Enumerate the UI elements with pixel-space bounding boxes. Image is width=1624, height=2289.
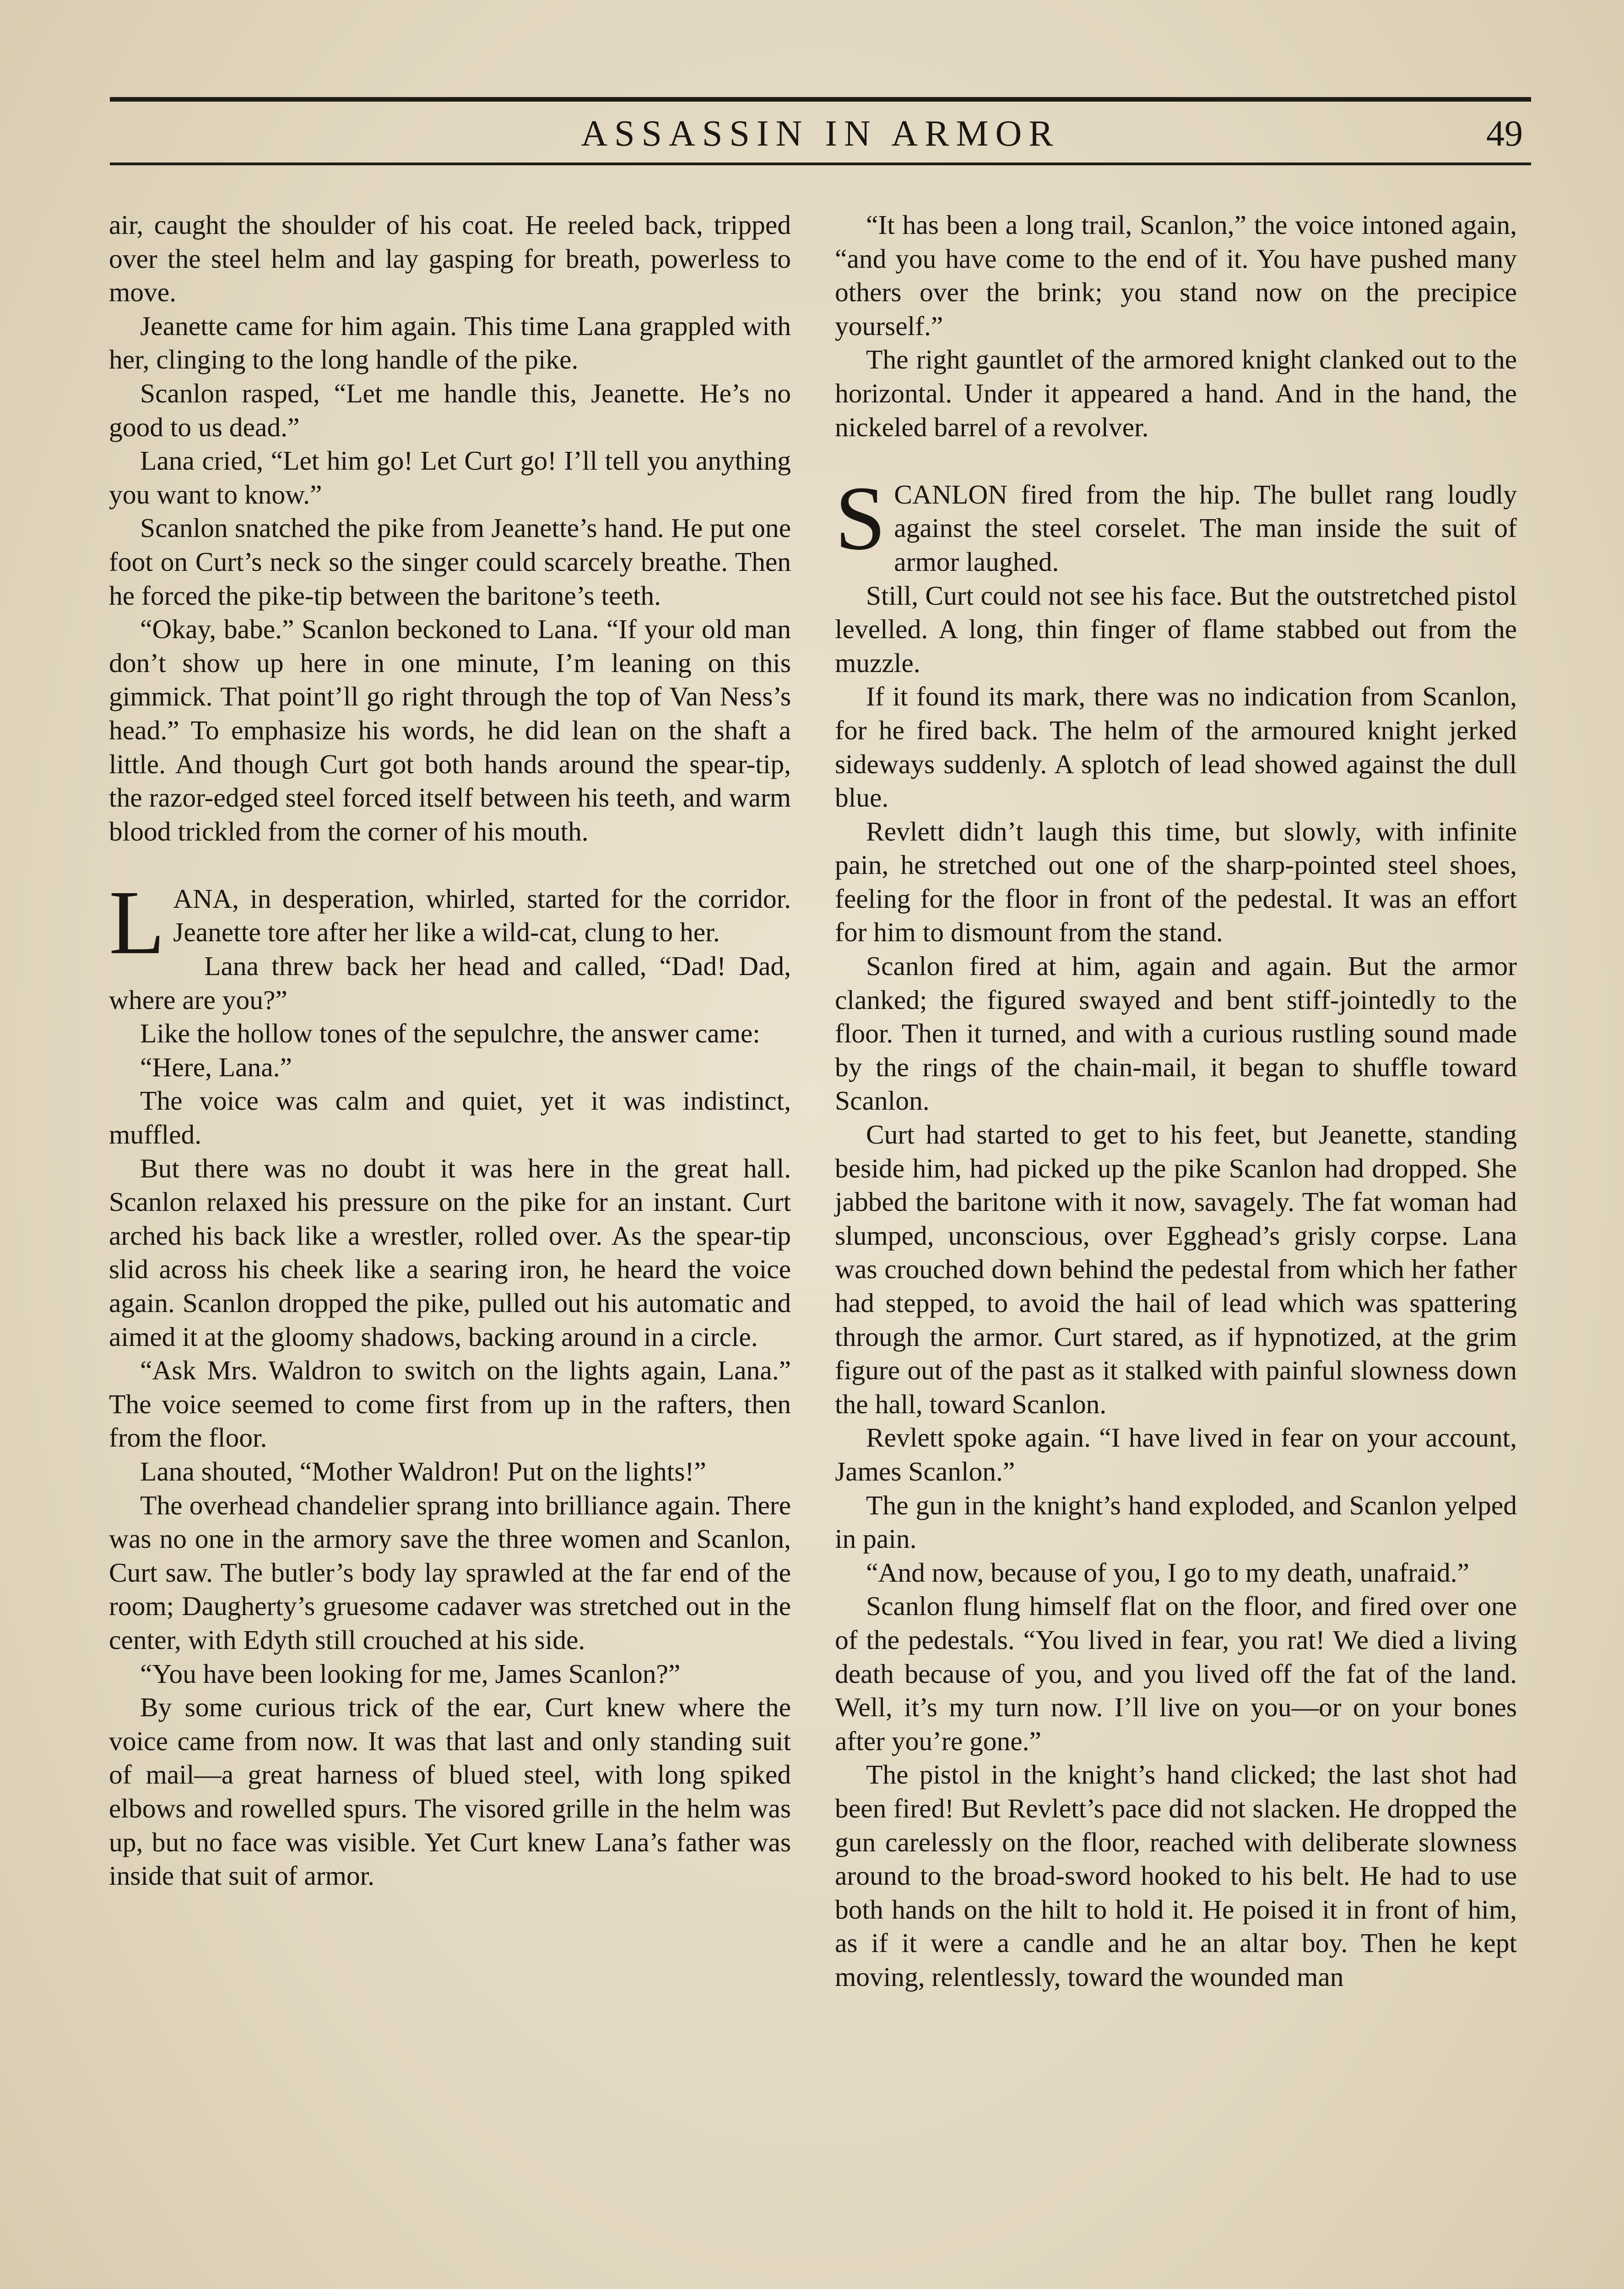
paragraph: Scanlon rasped, “Let me handle this, Jeanette. He’s no good to us dead.” xyxy=(109,378,791,442)
paragraph: But there was no doubt it was here in the great hall. Scanlon relaxed his pressure on the pike for an instant. Curt arched his back like a wrestler, rolled over. As the spear-tip slid across his cheek like a searing iron, he heard the voice again. Scanlon dropped the pike, pulled out his automatic and aimed it at the gloomy shadows, backing around in a circle. xyxy=(109,1153,791,1352)
paragraph: “Ask Mrs. Waldron to switch on the lights again, Lana.” The voice seemed to come first from up in the rafters, then from the floor. xyxy=(109,1355,791,1453)
paragraph: Curt had started to get to his feet, but Jeanette, standing beside him, had picked up the pike Scanlon had dropped. She jabbed the baritone with it now, savagely. The fat woman had slumped, unconscious, over Egghead’s grisly corpse. Lana was crouched down behind the pedestal from which her father had stepped, to avoid the hail of lead which was spattering through the armor. Curt stared, as if hypnotized, at the grim figure out of the past as it stalked with painful slowness down the hall, toward Scanlon. xyxy=(835,1119,1517,1419)
paragraph: By some curious trick of the ear, Curt knew where the voice came from now. It was that last and only standing suit of mail—a great harness of blued steel, with long spiked elbows and rowelled spurs. The visored grille in the helm was up, but no face was visible. Yet Curt knew Lana’s father was inside that suit of armor. xyxy=(109,1692,791,1891)
page-number: 49 xyxy=(1486,114,1523,154)
paragraph: Still, Curt could not see his face. But the outstretched pistol levelled. A long, thin finger of flame stabbed out from the muzzle. xyxy=(835,580,1517,678)
header-rule-top xyxy=(110,97,1531,102)
running-title: ASSASSIN IN ARMOR xyxy=(581,114,1060,154)
paragraph: “You have been looking for me, James Scanlon?” xyxy=(140,1658,681,1689)
header-rule-bottom xyxy=(110,163,1531,165)
paragraph: “And now, because of you, I go to my death, unafraid.” xyxy=(866,1557,1469,1588)
paragraph: “Here, Lana.” xyxy=(140,1052,292,1082)
drop-cap: S xyxy=(835,467,886,569)
section-opening-paragraph xyxy=(835,467,1517,579)
paragraph: Scanlon snatched the pike from Jeanette’s hand. He put one foot on Curt’s neck so the singer could scarcely breathe. Then he forced the pike-tip between the baritone’s teeth. xyxy=(109,513,791,611)
paragraph: Scanlon fired at him, again and again. But the armor clanked; the figured swayed and bent stiff-jointedly to the floor. Then it turned, and with a curious rustling sound made by the rings of the chain-mail, it began to shuffle toward Scanlon. xyxy=(835,951,1517,1116)
paragraph: Lana shouted, “Mother Waldron! Put on the lights!” xyxy=(140,1456,706,1486)
paragraph: Lana cried, “Let him go! Let Curt go! I’ll tell you anything you want to know.” xyxy=(109,445,791,510)
paragraph: “It has been a long trail, Scanlon,” the voice intoned again, “and you have come to the end of it. You have pushed many others over the brink; you stand now on the precipice yourself.” xyxy=(835,210,1517,341)
paragraph: Revlett didn’t laugh this time, but slowly, with infinite pain, he stretched out one of the sharp-pointed steel shoes, feeling for the floor in front of the pedestal. It was an effort for him to dismount from the stand. xyxy=(835,816,1517,948)
paragraph: The right gauntlet of the armored knight clanked out to the horizontal. Under it appeared a hand. And in the hand, the nickeled barrel of a revolver. xyxy=(835,344,1517,442)
running-header xyxy=(110,106,1531,160)
paragraph: The voice was calm and quiet, yet it was indistinct, muffled. xyxy=(109,1085,791,1150)
paragraph: “Okay, babe.” Scanlon beckoned to Lana. “If your old man don’t show up here in one minute, I’m leaning on this gimmick. That point’ll go right through the top of Van Ness’s head.” To emphasize his words, he did lean on the shaft a little. And though Curt got both hands around the spear-tip, the razor-edged steel forced itself between his teeth, and warm blood trickled from the corner of his mouth. xyxy=(109,614,791,846)
paragraph: Jeanette came for him again. This time Lana grappled with her, clinging to the long handle of the pike. xyxy=(109,310,791,375)
paragraph-text: CANLON fired from the hip. The bullet rang loudly against the steel corselet. The man inside the suit of armor laughed. xyxy=(894,479,1517,577)
left-column xyxy=(109,208,791,1893)
paragraph: The gun in the knight’s hand exploded, and Scanlon yelped in pain. xyxy=(835,1490,1517,1554)
paragraph: Lana threw back her head and called, “Dad! Dad, where are you?” xyxy=(109,951,791,1015)
paragraph-text: ANA, in desperation, whirled, started for the corridor. Jeanette tore after her like a wild-cat, clung to her. xyxy=(173,883,791,948)
drop-cap: L xyxy=(109,872,165,973)
paragraph: air, caught the shoulder of his coat. He reeled back, tripped over the steel helm and lay gasping for breath, powerless to move. xyxy=(109,210,791,308)
paragraph: Like the hollow tones of the sepulchre, the answer came: xyxy=(140,1018,760,1049)
paragraph: Scanlon flung himself flat on the floor, and fired over one of the pedestals. “You lived in fear, you rat! We died a living death because of you, and you lived off the fat of the land. Well, it’s my turn now. I’ll live on you—or on your bones after you’re gone.” xyxy=(835,1591,1517,1756)
section-opening-paragraph xyxy=(109,872,791,973)
right-column xyxy=(835,208,1517,1994)
paragraph: The overhead chandelier sprang into brilliance again. There was no one in the armory save the three women and Scanlon, Curt saw. The butler’s body lay sprawled at the far end of the room; Daugherty’s gruesome cadaver was stretched out in the center, with Edyth still crouched at his side. xyxy=(109,1490,791,1655)
paragraph: Revlett spoke again. “I have lived in fear on your account, James Scanlon.” xyxy=(835,1422,1517,1486)
paragraph: If it found its mark, there was no indication from Scanlon, for he fired back. The helm of the armoured knight jerked sideways suddenly. A splotch of lead showed against the dull blue. xyxy=(835,681,1517,813)
paragraph: The pistol in the knight’s hand clicked; the last shot had been fired! But Revlett’s pace did not slacken. He dropped the gun carelessly on the floor, reached with deliberate slowness around to the broad-sword hooked to his belt. He had to use both hands on the hilt to hold it. He poised it in front of him, as if it were a candle and he an altar boy. Then he kept moving, relentlessly, toward the wounded man xyxy=(835,1759,1517,1992)
